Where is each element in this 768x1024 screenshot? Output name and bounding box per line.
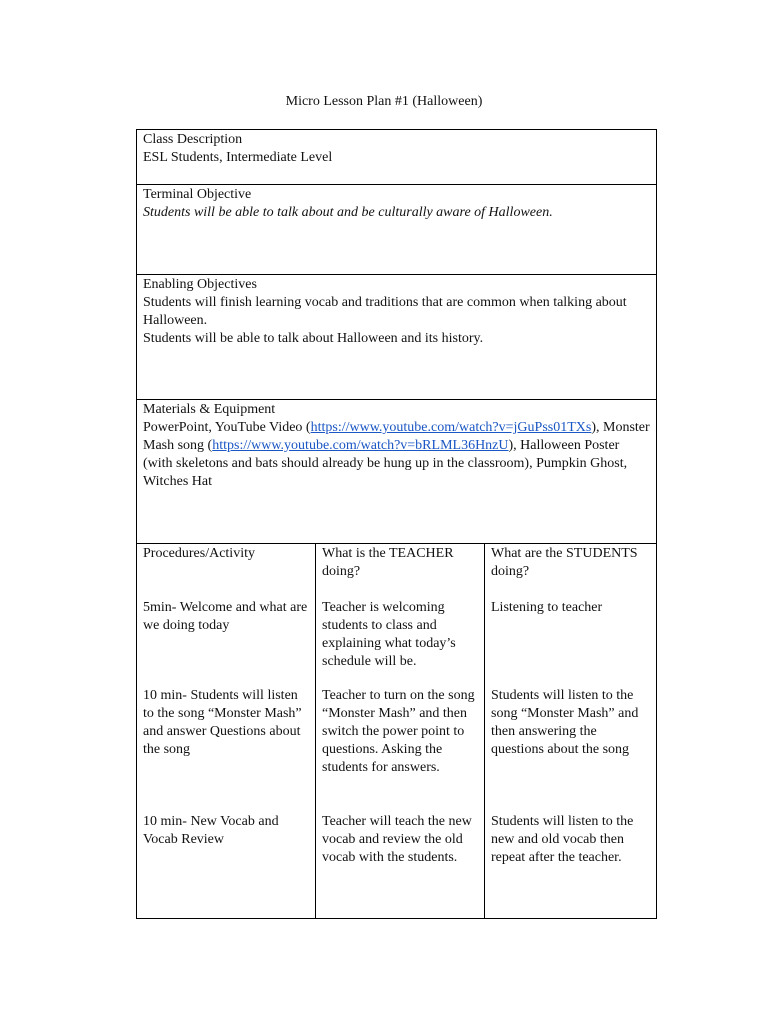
terminal-objective-text: Students will be able to talk about and be culturally aware of Halloween.: [143, 205, 553, 220]
class-description-heading: Class Description: [143, 132, 243, 147]
enabling-objectives-row: [137, 275, 657, 400]
materials-text-part-2: ), Monster Mash song (: [143, 420, 650, 453]
students-heading: What are the STUDENTS doing?: [491, 546, 638, 579]
procedures-row: [137, 544, 657, 919]
teacher-2: Teacher to turn on the song “Monster Mash” and then switch the power point to questions. Asking the students for answers.: [322, 688, 475, 775]
terminal-objective-heading: Terminal Objective: [143, 187, 252, 202]
enabling-objective-1: Students will finish learning vocab and traditions that are common when talking about Halloween.: [143, 295, 627, 328]
students-2: Students will listen to the song “Monster Mash” and then answering the questions about the song: [491, 688, 639, 757]
monster-mash-link[interactable]: https://www.youtube.com/watch?v=bRLML36HnzU: [212, 438, 509, 453]
enabling-objectives-cell: [137, 275, 657, 400]
enabling-objectives-heading: Enabling Objectives: [143, 277, 257, 292]
page-title: Micro Lesson Plan #1 (Halloween): [285, 94, 483, 109]
terminal-objective-cell: [137, 185, 657, 275]
class-description-cell: [137, 130, 657, 185]
teacher-heading: What is the TEACHER doing?: [322, 546, 454, 579]
students-column: [485, 544, 657, 919]
students-1: Listening to teacher: [491, 600, 603, 615]
activity-3: 10 min- New Vocab and Vocab Review: [143, 814, 279, 847]
activity-2: 10 min- Students will listen to the song “Monster Mash” and answer Questions about the song: [143, 688, 302, 757]
teacher-1: Teacher is welcoming students to class and explaining what today’s schedule will be.: [322, 600, 456, 669]
activity-1: 5min- Welcome and what are we doing today: [143, 600, 308, 633]
class-description-row: [137, 130, 657, 185]
materials-text-part-1: PowerPoint, YouTube Video (: [143, 420, 311, 435]
terminal-objective-row: [137, 185, 657, 275]
procedures-activity-heading: Procedures/Activity: [143, 546, 255, 561]
teacher-3: Teacher will teach the new vocab and review the old vocab with the students.: [322, 814, 472, 865]
materials-text-part-3: ), Halloween Poster (with skeletons and bats should already be hung up in the classroom), Pumpkin Ghost, Witches Hat: [143, 438, 628, 489]
youtube-video-link[interactable]: https://www.youtube.com/watch?v=jGuPss01TXs: [310, 420, 592, 435]
enabling-objective-2: Students will be able to talk about Halloween and its history.: [143, 331, 484, 346]
lesson-plan-table: [136, 129, 657, 919]
materials-cell: [137, 400, 657, 544]
materials-heading: Materials & Equipment: [143, 402, 276, 417]
materials-text: [143, 420, 650, 489]
teacher-column: [316, 544, 485, 919]
students-3: Students will listen to the new and old vocab then repeat after the teacher.: [491, 814, 634, 865]
class-description-text: ESL Students, Intermediate Level: [143, 150, 333, 165]
materials-row: [137, 400, 657, 544]
procedures-activity-column: [137, 544, 316, 919]
